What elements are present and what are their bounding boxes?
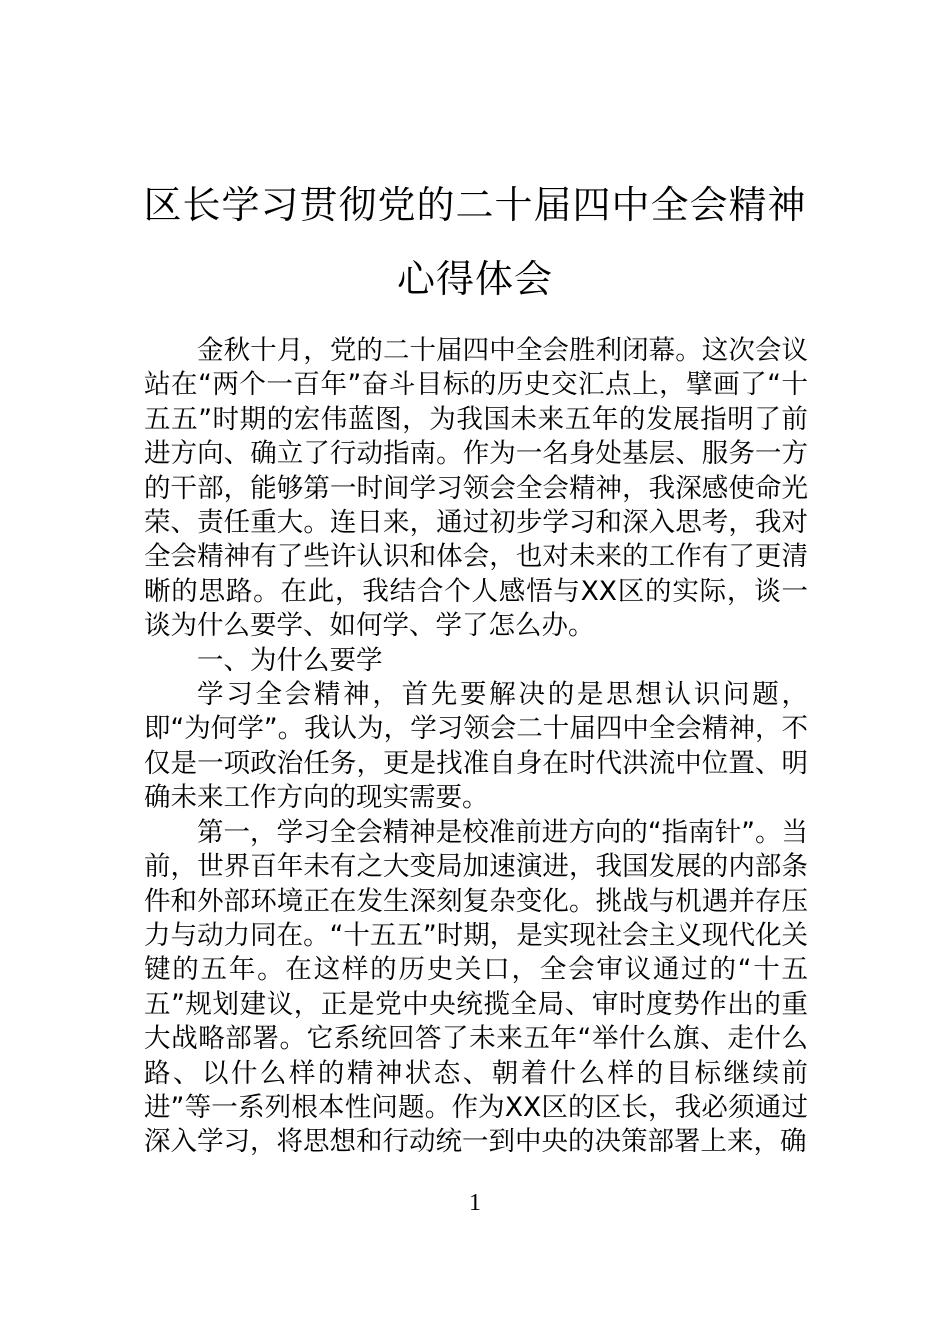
document-title: 区长学习贯彻党的二十届四中全会精神心得体会 [143,183,807,301]
document-body [144,334,808,1160]
page-number: 1 [469,1190,481,1216]
paragraph-why-study: 学习全会精神，首先要解决的是思想认识问题，即“为何学”。我认为，学习领会二十届四中全会精神，不仅是一项政治任务，更是找准自身在时代洪流中位置、明确未来工作方向的现实需要。 [144,679,808,814]
section-heading-why-study: 一、为什么要学 [197,644,383,676]
paragraph-intro: 金秋十月，党的二十届四中全会胜利闭幕。这次会议站在“两个一百年”奋斗目标的历史交汇点上，擘画了“十五五”时期的宏伟蓝图，为我国未来五年的发展指明了前进方向、确立了行动指南。作为一名身处基层、服务一方的干部，能够第一时间学习领会全会精神，我深感使命光荣、责任重大。连日来，通过初步学习和深入思考，我对全会精神有了些许认识和体会，也对未来的工作有了更清晰的思路。在此，我结合个人感悟与XX区的实际，谈一谈为什么要学、如何学、学了怎么办。 [144,335,808,642]
paragraph-first-point: 第一，学习全会精神是校准前进方向的“指南针”。当前，世界百年未有之大变局加速演进，我国发展的内部条件和外部环境正在发生深刻复杂变化。挑战与机遇并存压力与动力同在。“十五五”时期，是实现社会主义现代化关键的五年。在这样的历史关口，全会审议通过的“十五五”规划建议，正是党中央统揽全局、审时度势作出的重大战略部署。它系统回答了未来五年“举什么旗、走什么路、以什么样的精神状态、朝着什么样的目标继续前进”等一系列根本性问题。作为XX区的区长，我必须通过深入学习，将思想和行动统一到中央的决策部署上来，确 [144,816,808,1158]
